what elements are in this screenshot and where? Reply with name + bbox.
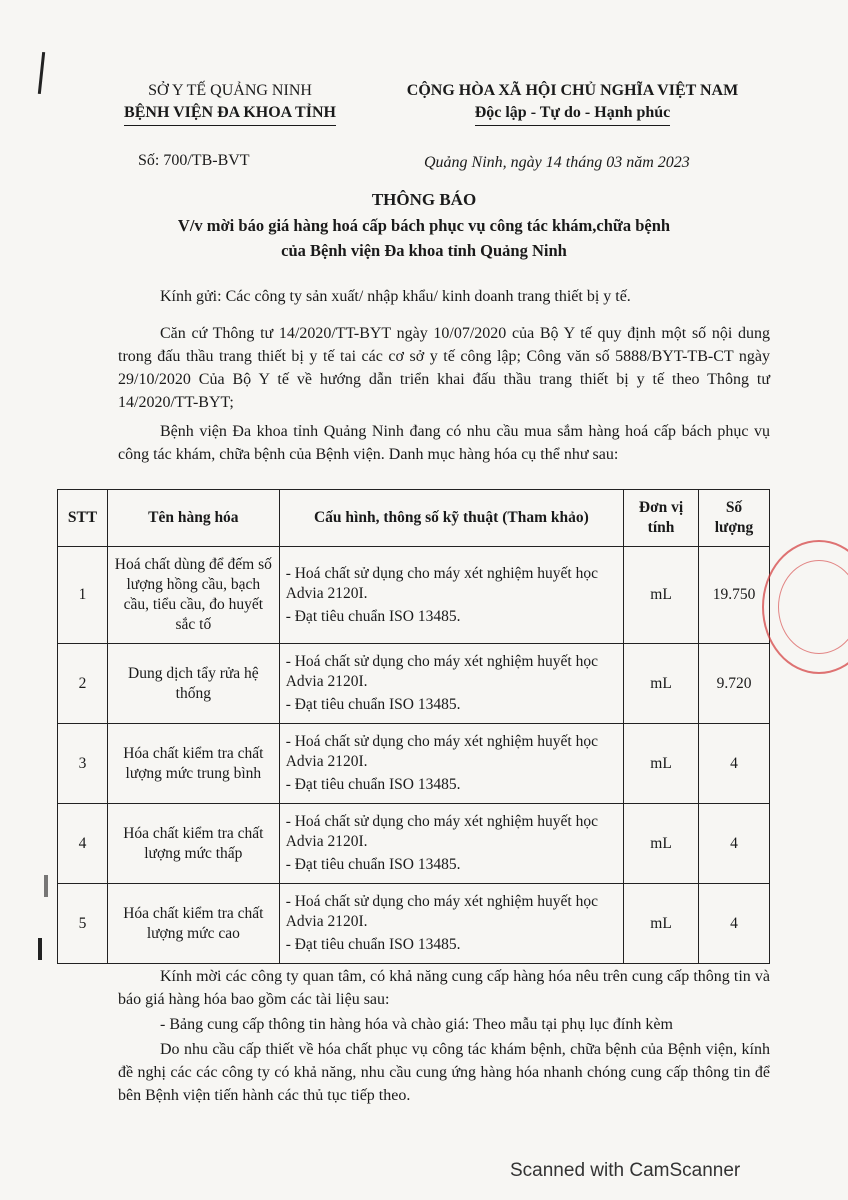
table-row [58, 644, 770, 724]
org-line-1: SỞ Y TẾ QUẢNG NINH [148, 82, 312, 99]
row-item-name: Dung dịch tẩy rửa hệ thống [107, 644, 279, 724]
spec-line-1: - Hoá chất sử dụng cho máy xét nghiệm huyết học Advia 2120I. [285, 893, 598, 930]
header-item-name: Tên hàng hóa [107, 490, 279, 547]
paragraph-legal-basis: Căn cứ Thông tư 14/2020/TT-BYT ngày 10/07/2020 của Bộ Y tế quy định một số nội dung trong đấu thầu trang thiết bị y tế tai các cơ sở y tế công lập; Công văn số 5888/BYT-TB-CT ngày 29/10/2020 Của Bộ Y tế về hướng dẫn triển khai đấu thầu trang thiết bị y tế theo Thông tư 14/2020/TT-BYT; [118, 325, 770, 411]
header-quantity: Số lượng [699, 490, 770, 547]
salutation: Kính gửi: Các công ty sản xuất/ nhập khẩu/ kinh doanh trang thiết bị y tế. [160, 288, 631, 305]
row-quantity: 4 [699, 724, 770, 804]
spec-line-2: - Đạt tiêu chuẩn ISO 13485. [285, 776, 461, 793]
header-stt: STT [58, 490, 108, 547]
spec-line-2: - Đạt tiêu chuẩn ISO 13485. [285, 936, 461, 953]
row-stt: 3 [58, 724, 108, 804]
document-subject-line-2: của Bệnh viện Đa khoa tỉnh Quảng Ninh [281, 241, 567, 260]
table-header-row [58, 490, 770, 547]
header-specification: Cấu hình, thông số kỹ thuật (Tham khảo) [279, 490, 623, 547]
row-unit: mL [624, 724, 699, 804]
row-quantity: 4 [699, 884, 770, 964]
scan-mark-left-2 [38, 938, 42, 960]
spec-line-1: - Hoá chất sử dụng cho máy xét nghiệm huyết học Advia 2120I. [285, 813, 598, 850]
row-specification [279, 884, 623, 964]
row-quantity: 19.750 [699, 547, 770, 644]
nation-line-2: Độc lập - Tự do - Hạnh phúc [475, 102, 671, 126]
issuing-organization [95, 80, 365, 126]
row-item-name: Hoá chất dùng để đếm số lượng hồng cầu, bạch cầu, tiểu cầu, đo huyết sắc tố [107, 547, 279, 644]
document-title: THÔNG BÁO [371, 190, 477, 209]
org-line-2: BỆNH VIỆN ĐA KHOA TỈNH [124, 102, 336, 126]
row-unit: mL [624, 644, 699, 724]
national-header [385, 80, 760, 126]
row-unit: mL [624, 884, 699, 964]
row-specification [279, 724, 623, 804]
document-number: Số: 700/TB-BVT [138, 152, 250, 169]
row-stt: 5 [58, 884, 108, 964]
paragraph-invitation: Kính mời các công ty quan tâm, có khả năng cung cấp hàng hóa nêu trên cung cấp thông tin và báo giá hàng hóa bao gồm các tài liệu sau: [118, 968, 770, 1008]
spec-line-1: - Hoá chất sử dụng cho máy xét nghiệm huyết học Advia 2120I. [285, 733, 598, 770]
row-specification [279, 804, 623, 884]
row-stt: 1 [58, 547, 108, 644]
row-unit: mL [624, 547, 699, 644]
row-stt: 2 [58, 644, 108, 724]
scan-mark-top-left [38, 52, 45, 94]
row-item-name: Hóa chất kiểm tra chất lượng mức trung bình [107, 724, 279, 804]
spec-line-2: - Đạt tiêu chuẩn ISO 13485. [285, 856, 461, 873]
row-specification [279, 547, 623, 644]
spec-line-2: - Đạt tiêu chuẩn ISO 13485. [285, 607, 461, 625]
row-quantity: 4 [699, 804, 770, 884]
spec-line-1: - Hoá chất sử dụng cho máy xét nghiệm huyết học Advia 2120I. [285, 564, 598, 602]
row-stt: 4 [58, 804, 108, 884]
nation-line-1: CỘNG HÒA XÃ HỘI CHỦ NGHĨA VIỆT NAM [406, 82, 739, 99]
row-unit: mL [624, 804, 699, 884]
row-quantity: 9.720 [699, 644, 770, 724]
spec-line-2: - Đạt tiêu chuẩn ISO 13485. [285, 696, 461, 713]
paragraph-urgency: Do nhu cầu cấp thiết về hóa chất phục vụ công tác khám bệnh, chữa bệnh của Bệnh viện, kính đề nghị các các công ty có khả năng, nhu cầu cung ứng hàng hóa nhanh chóng cung cấp thông tin để bên Bệnh viện tiến hành các thủ tục tiếp theo. [118, 1041, 770, 1104]
table-row [58, 804, 770, 884]
spec-line-1: - Hoá chất sử dụng cho máy xét nghiệm huyết học Advia 2120I. [285, 653, 598, 690]
table-row [58, 547, 770, 644]
table-row [58, 884, 770, 964]
paragraph-attachment: - Bảng cung cấp thông tin hàng hóa và chào giá: Theo mẫu tại phụ lục đính kèm [160, 1016, 673, 1033]
header-unit: Đơn vị tính [624, 490, 699, 547]
table-row [58, 724, 770, 804]
paragraph-request: Bệnh viện Đa khoa tỉnh Quảng Ninh đang có nhu cầu mua sắm hàng hoá cấp bách phục vụ công tác khám, chữa bệnh của Bệnh viện. Danh mục hàng hóa cụ thể như sau: [118, 423, 770, 463]
scan-mark-left-1 [44, 875, 48, 897]
row-item-name: Hóa chất kiểm tra chất lượng mức cao [107, 884, 279, 964]
document-date: Quảng Ninh, ngày 14 tháng 03 năm 2023 [424, 154, 690, 171]
camscanner-watermark: Scanned with CamScanner [510, 1160, 741, 1181]
row-item-name: Hóa chất kiểm tra chất lượng mức thấp [107, 804, 279, 884]
items-table [57, 489, 770, 964]
document-subject-line-1: V/v mời báo giá hàng hoá cấp bách phục vụ công tác khám,chữa bệnh [177, 216, 671, 235]
row-specification [279, 644, 623, 724]
